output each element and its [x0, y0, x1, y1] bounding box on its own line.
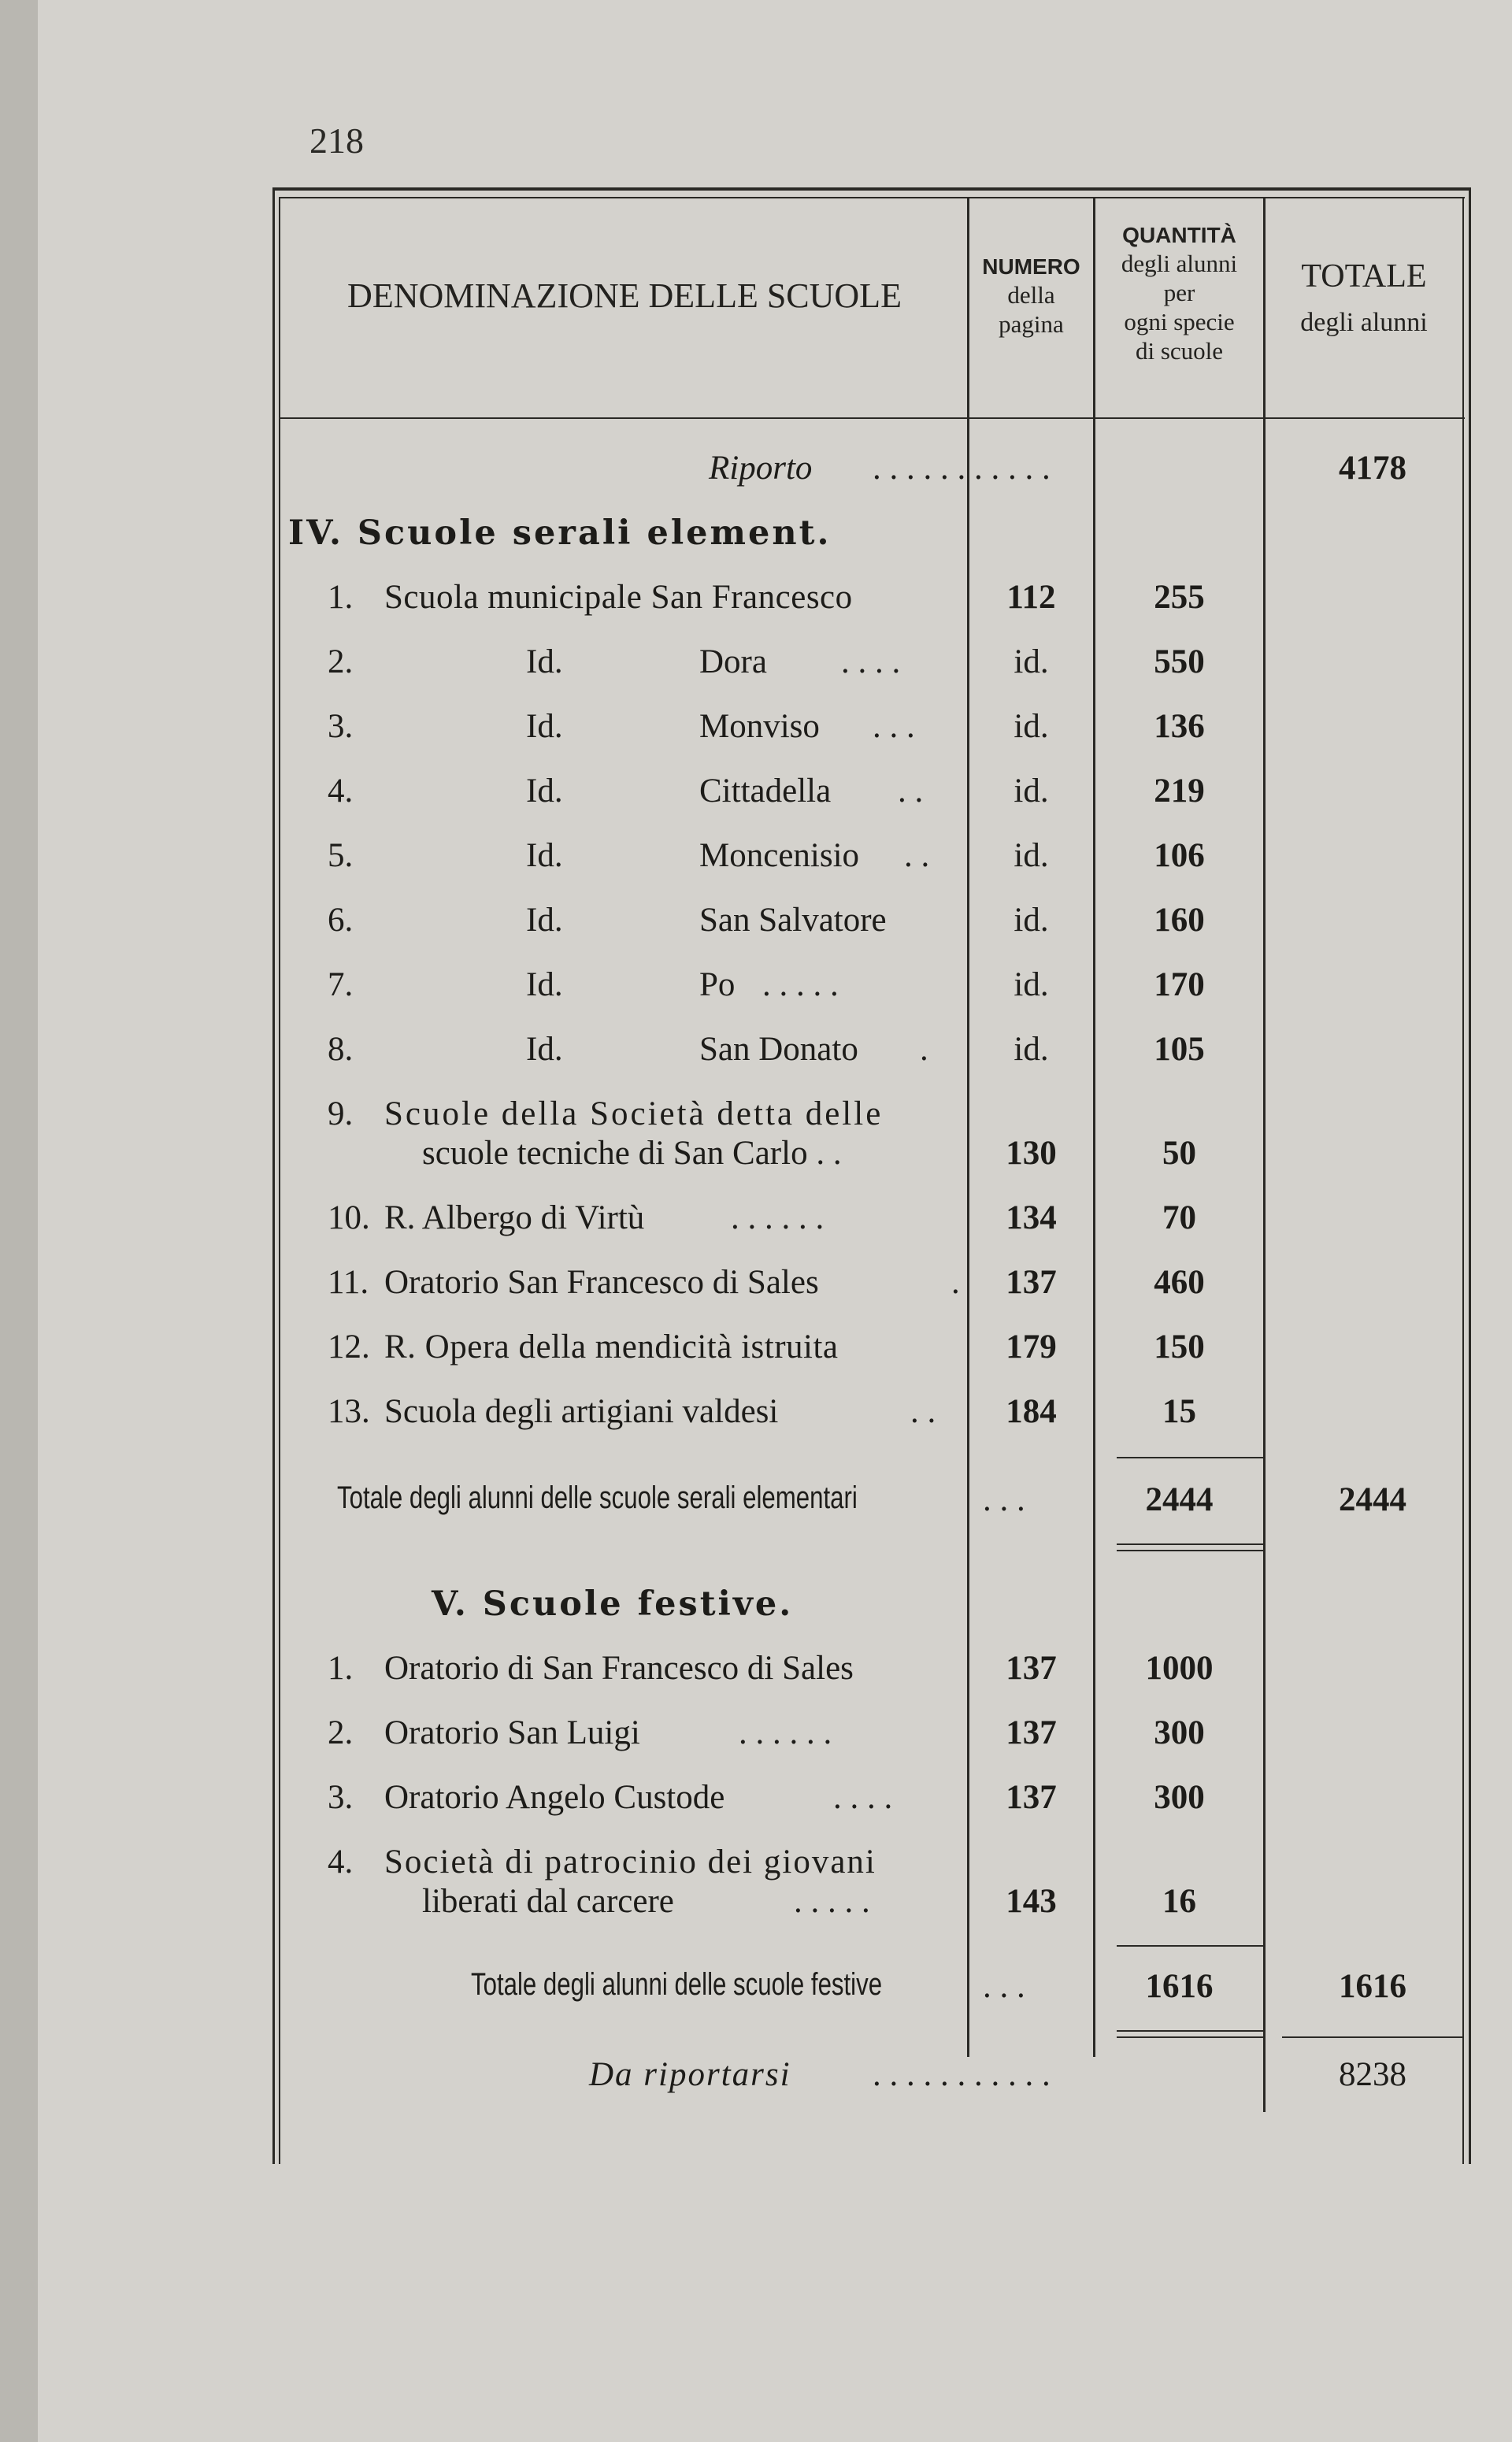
table-top-rule: [272, 187, 1471, 191]
quantity: 106: [1154, 837, 1205, 874]
riporto-dots: . . . . . . . . . . .: [873, 450, 1051, 487]
row-number: 9.: [328, 1095, 354, 1132]
header-col-page: [969, 254, 1093, 339]
school-name: Dora: [699, 643, 767, 680]
table-row: [38, 965, 1512, 1013]
school-name: Cittadella: [699, 773, 832, 810]
row-number: 11.: [328, 1264, 369, 1301]
total-label: Totale degli alunni delle scuole festive: [471, 1967, 883, 2002]
quantity: 1000: [1145, 1650, 1214, 1687]
total-label: Totale degli alunni delle scuole serali elementari: [337, 1480, 858, 1515]
row-number: 6.: [328, 902, 354, 939]
table-row: [38, 1263, 1512, 1310]
header-page-line2: della: [1007, 280, 1055, 309]
header-qty-line5: di scuole: [1135, 337, 1224, 365]
row-number: 2.: [328, 643, 354, 680]
school-name: Oratorio di San Francesco di Sales: [384, 1650, 854, 1687]
double-rule: [1117, 1543, 1263, 1545]
table-row: [38, 1030, 1512, 1077]
school-name: Moncenisio: [699, 837, 860, 874]
school-name: Oratorio Angelo Custode: [384, 1779, 725, 1816]
row-number: 12.: [328, 1328, 370, 1366]
header-bottom-rule: [279, 417, 1465, 419]
table-row: [38, 1843, 1512, 1937]
quantity: 160: [1154, 902, 1205, 939]
school-name-line2: liberati dal carcere: [422, 1883, 674, 1920]
leader-dots: .: [920, 1031, 928, 1068]
page-ref: 143: [1006, 1883, 1057, 1920]
school-name: San Salvatore: [699, 902, 887, 939]
leader-dots: . .: [898, 773, 924, 810]
page-ref: 112: [1006, 579, 1056, 616]
row-number: 1.: [328, 1650, 354, 1687]
header-col-qty: [1095, 222, 1263, 365]
table-row: [38, 1392, 1512, 1440]
total-rule: [1282, 2036, 1462, 2038]
table-row: [38, 1778, 1512, 1825]
school-name: Oratorio San Francesco di Sales: [384, 1264, 819, 1301]
table-row: [38, 1199, 1512, 1246]
page-ref: id.: [1014, 773, 1049, 810]
page-ref: 130: [1006, 1135, 1057, 1172]
school-id: Id.: [526, 643, 563, 680]
row-number: 13.: [328, 1393, 370, 1430]
quantity: 16: [1162, 1883, 1196, 1920]
quantity: 70: [1162, 1199, 1196, 1236]
double-rule: [1117, 1550, 1263, 1551]
page-ref: 184: [1006, 1393, 1057, 1430]
school-name: R. Albergo di Virtù: [384, 1199, 645, 1236]
school-name-line1: Scuole della Società detta delle: [384, 1095, 884, 1132]
table-row: [38, 578, 1512, 625]
header-page-line1: NUMERO: [982, 254, 1080, 279]
page-ref: 137: [1006, 1779, 1057, 1816]
footer-row: [38, 2055, 1512, 2103]
row-number: 1.: [328, 579, 354, 616]
section-iv-title: IV. Scuole serali element.: [288, 513, 832, 553]
quantity: 219: [1154, 773, 1205, 810]
table-row: [38, 1328, 1512, 1375]
row-number: 3.: [328, 708, 354, 745]
page-ref: id.: [1014, 708, 1049, 745]
school-id: Id.: [526, 708, 563, 745]
leader-dots: . .: [904, 837, 930, 874]
header-qty-line1: QUANTITÀ: [1122, 223, 1236, 247]
page-ref: 137: [1006, 1714, 1057, 1751]
page-ref: id.: [1014, 1031, 1049, 1068]
quantity: 550: [1154, 643, 1205, 680]
page-ref: id.: [1014, 837, 1049, 874]
school-name-line1: Società di patrocinio dei giovani: [384, 1844, 876, 1881]
riporto-label: Riporto: [709, 450, 813, 487]
quantity: 50: [1162, 1135, 1196, 1172]
school-name: Monviso: [699, 708, 820, 745]
total-row-festive: [38, 1967, 1512, 2014]
leader-dots: . . .: [873, 708, 915, 745]
page-ref: 179: [1006, 1328, 1057, 1366]
page-ref: 134: [1006, 1199, 1057, 1236]
page-ref: id.: [1014, 902, 1049, 939]
header-total-line1: TOTALE: [1301, 258, 1427, 295]
row-number: 8.: [328, 1031, 354, 1068]
row-number: 7.: [328, 966, 354, 1003]
footer-label: Da riportarsi: [589, 2056, 791, 2093]
total-row-serali: [38, 1480, 1512, 1528]
quantity: 170: [1154, 966, 1205, 1003]
school-name: R. Opera della mendicità istruita: [384, 1328, 839, 1366]
table-row: [38, 901, 1512, 948]
leader-dots: . . . . .: [762, 966, 839, 1003]
quantity: 150: [1154, 1328, 1205, 1366]
leader-dots: . . .: [983, 1481, 1025, 1518]
section-v-title: V. Scuole festive.: [432, 1584, 794, 1624]
riporto-row: [38, 449, 1512, 496]
school-id: Id.: [526, 1031, 563, 1068]
header-qty-line4: ogni specie: [1124, 307, 1235, 335]
quantity: 300: [1154, 1714, 1205, 1751]
double-rule: [1117, 2036, 1263, 2038]
school-id: Id.: [526, 773, 563, 810]
school-name: Scuola degli artigiani valdesi: [384, 1393, 779, 1430]
page-ref: 137: [1006, 1264, 1057, 1301]
quantity: 15: [1162, 1393, 1196, 1430]
row-number: 4.: [328, 1844, 354, 1881]
leader-dots: . . .: [983, 1968, 1025, 2005]
quantity: 105: [1154, 1031, 1205, 1068]
riporto-total: 4178: [1339, 450, 1406, 487]
leader-dots: . . . . . .: [739, 1714, 832, 1751]
subtotal-rule: [1117, 1945, 1263, 1947]
school-name: Po: [699, 966, 736, 1003]
leader-dots: . . . .: [833, 1779, 893, 1816]
table-row: [38, 1649, 1512, 1696]
quantity: 255: [1154, 579, 1205, 616]
leader-dots: .: [951, 1264, 960, 1301]
total-total: 1616: [1339, 1968, 1406, 2005]
row-number: 3.: [328, 1779, 354, 1816]
table-row: [38, 643, 1512, 690]
subtotal-rule: [1117, 1457, 1263, 1458]
school-id: Id.: [526, 837, 563, 874]
header-qty-line2: degli alunni: [1121, 249, 1238, 277]
row-number: 10.: [328, 1199, 370, 1236]
row-number: 4.: [328, 773, 354, 810]
quantity: 300: [1154, 1779, 1205, 1816]
table-top-rule-inner: [279, 197, 1465, 198]
school-id: Id.: [526, 902, 563, 939]
total-total: 2444: [1339, 1481, 1406, 1518]
school-name: San Donato: [699, 1031, 858, 1068]
table-row: [38, 836, 1512, 884]
header-col-name: DENOMINAZIONE DELLE SCUOLE: [347, 276, 902, 315]
double-rule: [1117, 2030, 1263, 2032]
table-row: [38, 772, 1512, 819]
book-page: [38, 0, 1512, 2442]
table-row: [38, 1095, 1512, 1189]
school-name-line2: scuole tecniche di San Carlo . .: [422, 1135, 842, 1172]
row-number: 2.: [328, 1714, 354, 1751]
row-number: 5.: [328, 837, 354, 874]
leader-dots: . . . . .: [794, 1883, 870, 1920]
table-row: [38, 707, 1512, 754]
school-id: Id.: [526, 966, 563, 1003]
header-col-total: [1266, 257, 1462, 339]
quantity: 136: [1154, 708, 1205, 745]
header-page-line3: pagina: [999, 309, 1064, 338]
total-quantity: 2444: [1145, 1481, 1214, 1518]
leader-dots: . . . . . .: [731, 1199, 825, 1236]
page-ref: id.: [1014, 643, 1049, 680]
page-ref: id.: [1014, 966, 1049, 1003]
page-number: 218: [309, 120, 364, 161]
header-qty-line3: per: [1163, 278, 1195, 306]
school-name: Scuola municipale San Francesco: [384, 579, 853, 616]
school-name: Oratorio San Luigi: [384, 1714, 640, 1751]
quantity: 460: [1154, 1264, 1205, 1301]
footer-total: 8238: [1339, 2056, 1406, 2093]
table-row: [38, 1714, 1512, 1761]
header-total-line2: degli alunni: [1300, 308, 1428, 338]
total-quantity: 1616: [1145, 1968, 1214, 2005]
leader-dots: . .: [910, 1393, 936, 1430]
page-ref: 137: [1006, 1650, 1057, 1687]
footer-dots: . . . . . . . . . . .: [873, 2056, 1051, 2093]
leader-dots: . . . .: [841, 643, 901, 680]
